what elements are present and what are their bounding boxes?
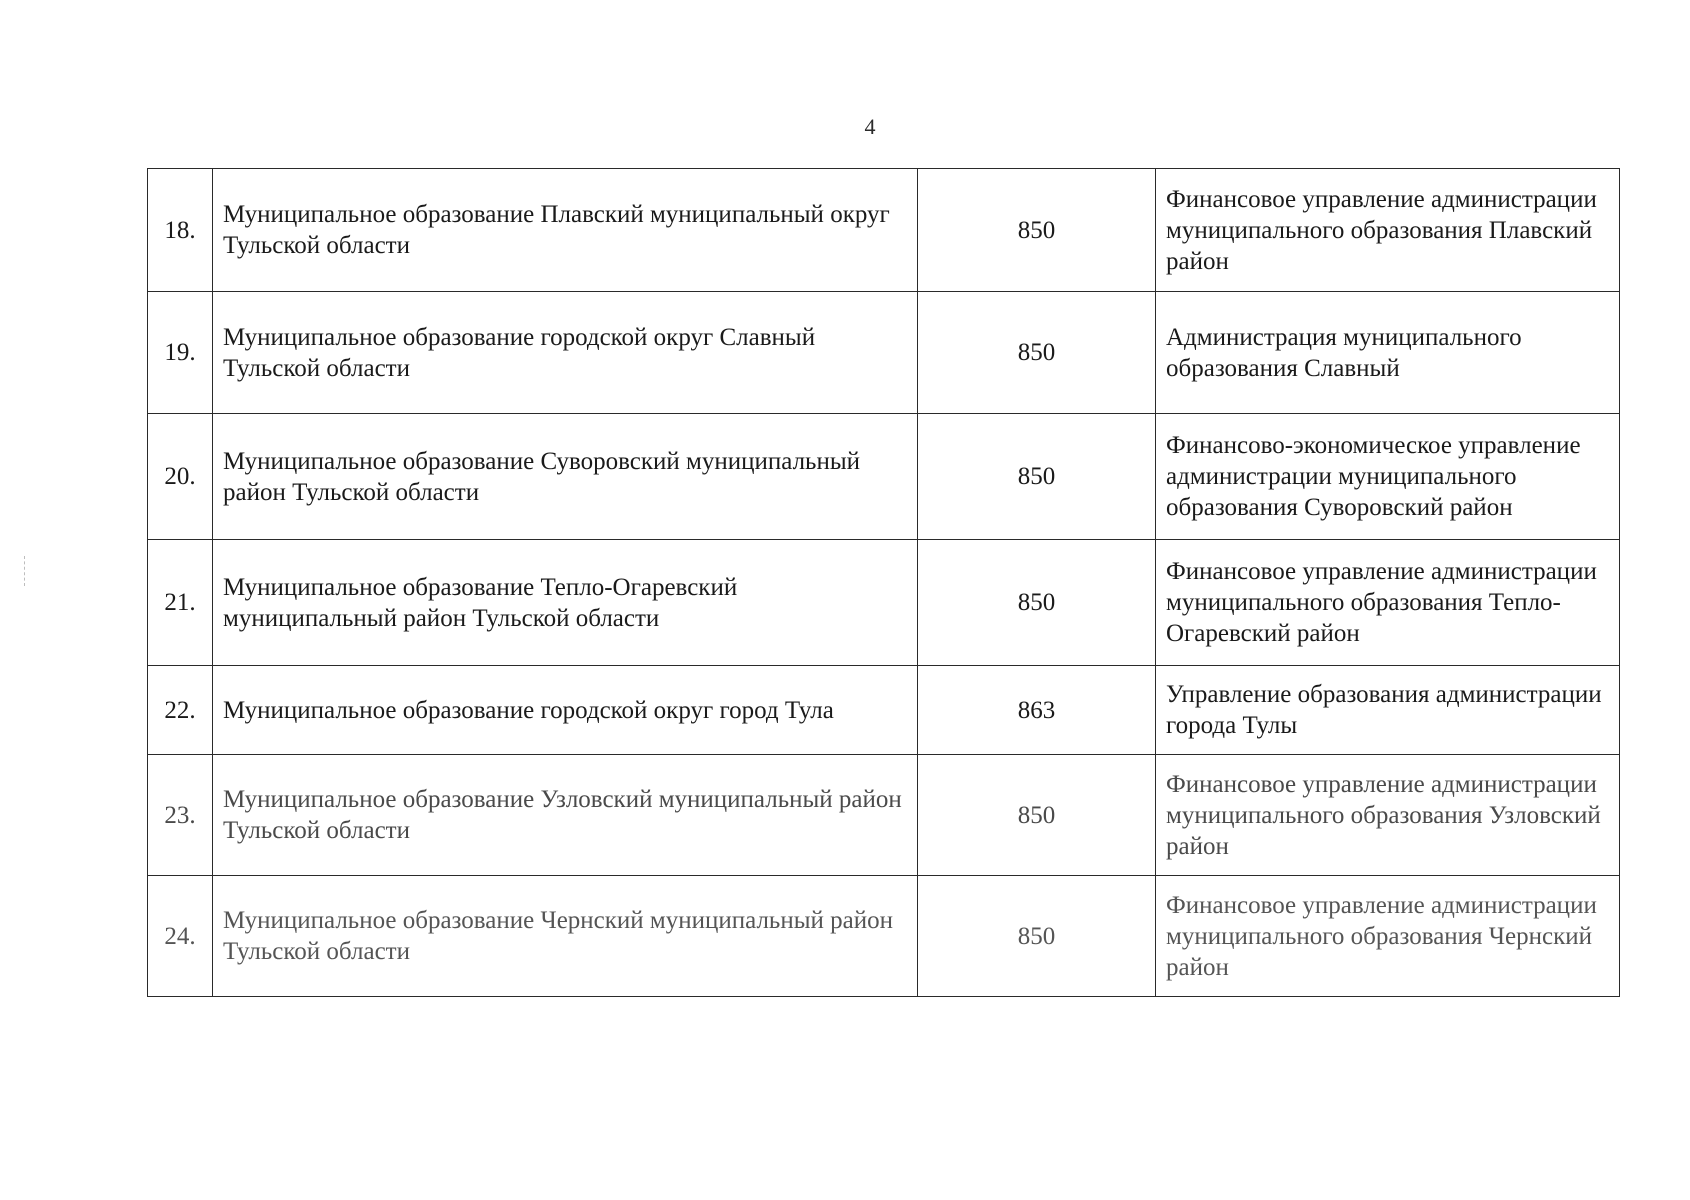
administrator-org: Финансовое управление администрации муниципального образования Тепло-Огаревский район xyxy=(1156,540,1620,666)
administrator-org: Администрация муниципального образования Славный xyxy=(1156,292,1620,414)
table-row xyxy=(148,876,1620,997)
municipality-name: Муниципальное образование Суворовский муниципальный район Тульской области xyxy=(213,414,918,540)
row-number: 21. xyxy=(148,540,213,666)
budget-code: 850 xyxy=(918,414,1156,540)
municipality-name: Муниципальное образование Плавский муниципальный округ Тульской области xyxy=(213,169,918,292)
budget-code: 863 xyxy=(918,666,1156,755)
administrator-org: Управление образования администрации города Тулы xyxy=(1156,666,1620,755)
row-number: 24. xyxy=(148,876,213,997)
table-row xyxy=(148,292,1620,414)
municipality-name: Муниципальное образование городской округ Славный Тульской области xyxy=(213,292,918,414)
budget-code: 850 xyxy=(918,755,1156,876)
row-number: 22. xyxy=(148,666,213,755)
table-row xyxy=(148,414,1620,540)
administrator-org: Финансово-экономическое управление администрации муниципального образования Суворовский район xyxy=(1156,414,1620,540)
municipality-name: Муниципальное образование городской округ город Тула xyxy=(213,666,918,755)
scan-artifact xyxy=(24,556,26,586)
municipalities-table xyxy=(147,168,1620,997)
administrator-org: Финансовое управление администрации муниципального образования Чернский район xyxy=(1156,876,1620,997)
row-number: 18. xyxy=(148,169,213,292)
table-row xyxy=(148,169,1620,292)
row-number: 20. xyxy=(148,414,213,540)
municipality-name: Муниципальное образование Узловский муниципальный район Тульской области xyxy=(213,755,918,876)
row-number: 19. xyxy=(148,292,213,414)
budget-code: 850 xyxy=(918,169,1156,292)
budget-code: 850 xyxy=(918,292,1156,414)
page-number: 4 xyxy=(864,114,876,139)
row-number: 23. xyxy=(148,755,213,876)
administrator-org: Финансовое управление администрации муниципального образования Узловский район xyxy=(1156,755,1620,876)
table-row xyxy=(148,540,1620,666)
table-row xyxy=(148,755,1620,876)
municipality-name: Муниципальное образование Тепло-Огаревский муниципальный район Тульской области xyxy=(213,540,918,666)
municipality-name: Муниципальное образование Чернский муниципальный район Тульской области xyxy=(213,876,918,997)
budget-code: 850 xyxy=(918,876,1156,997)
administrator-org: Финансовое управление администрации муниципального образования Плавский район xyxy=(1156,169,1620,292)
budget-code: 850 xyxy=(918,540,1156,666)
table-row xyxy=(148,666,1620,755)
